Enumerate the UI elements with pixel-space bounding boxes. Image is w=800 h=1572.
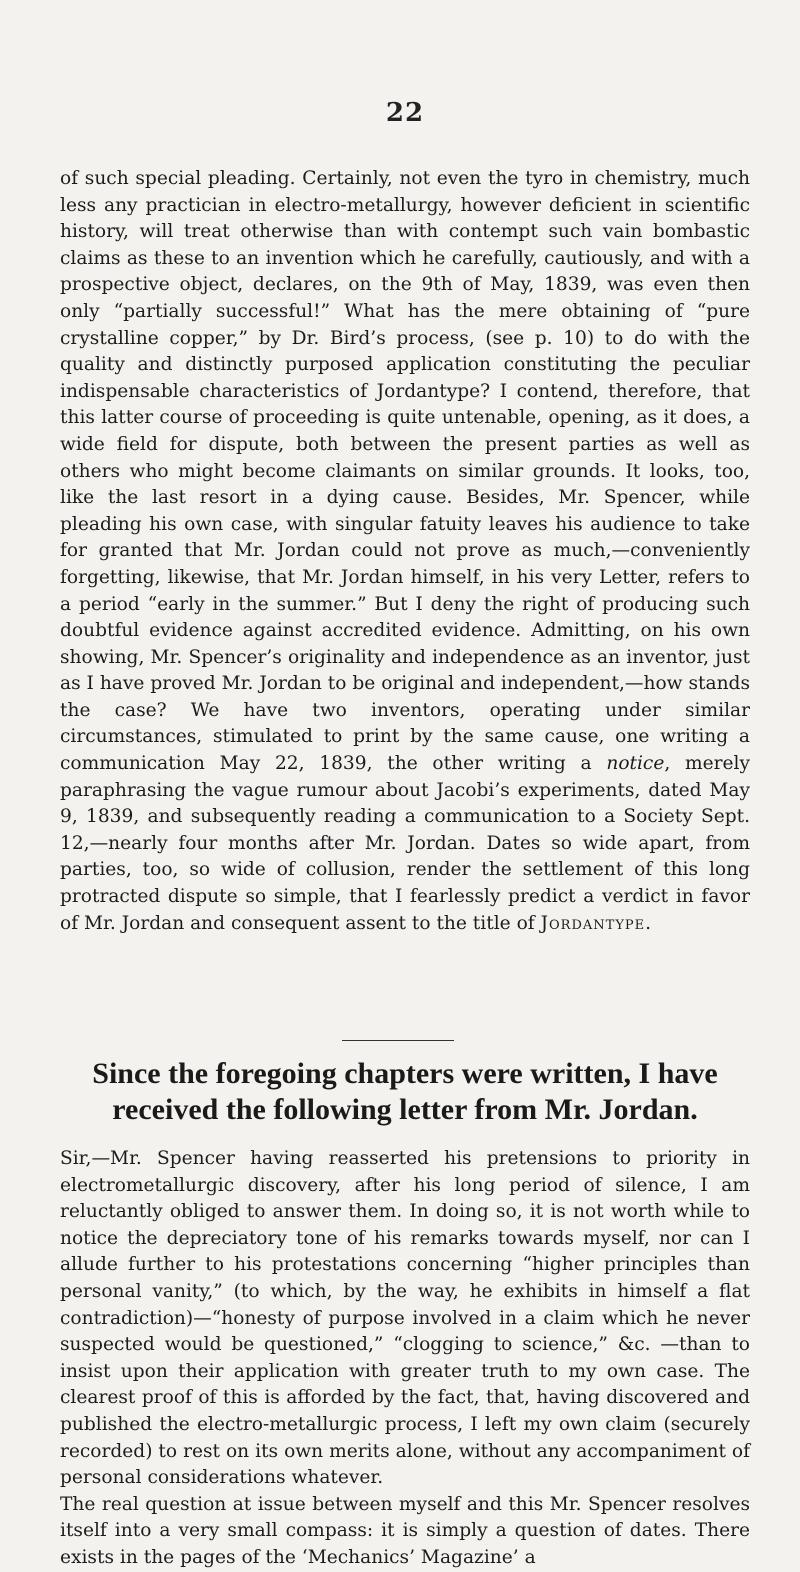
paragraph-1-text-b: , merely paraphrasing the vague rumour about Jacobi’s experiments, dated May 9, 1839, and subsequently reading a communication to a Society Sept. 12,—nearly four months after Mr. Jordan. Dates so wide apart, from parties, too, so wide of collusion, render the settlement of this long protracted dispute so simple, that I fearlessly predict a verdict in favor of Mr. Jordan and consequent assent to the title of [60, 753, 750, 934]
paragraph-3: The real question at issue between myself and this Mr. Spencer resolves itself into a very small compass: it is simply a question of dates. There exists in the pages of the ‘Mechanics’ Magazine’ a [60, 1493, 750, 1568]
page-number: 22 [385, 98, 425, 128]
paragraph-1-text-a: of such special pleading. Certainly, not even the tyro in chemistry, much less any practician in electro-metallurgy, however deficient in scientific history, will treat otherwise than with contempt such vain bombastic claims as these to an invention which he carefully, cautiously, and with a prospective object, declares, on the 9th of May, 1839, was even then only “partially successful!” What has the mere obtaining of “pure crystalline copper,” by Dr. Bird’s process, (see p. 10) to do with the quality and distinctly purposed application constituting the peculiar indispensable characteristics of Jordantype? I contend, therefore, that this latter course of proceeding is quite untenable, opening, as it does, a wide field for dispute, both between the present parties as well as others who might become claimants on similar grounds. It looks, too, like the last resort in a dying cause. Besides, Mr. Spencer, while pleading his own case, with singular fatuity leaves his audience to take for granted that Mr. Jordan could not prove as much,—conveniently forgetting, likewise, that Mr. Jordan himself, in his very Letter, refers to a period “early in the summer.” But I deny the right of producing such doubtful evidence against accredited evidence. Admitting, on his own showing, Mr. Spencer’s originality and independence as an inventor, just as I have proved Mr. Jordan to be original and independent,—how stands the case? We have two inventors, operating under similar circumstances, stimulated to print by the same cause, one writing a communication May 22, 1839, the other writing a [60, 168, 750, 775]
letter-body [60, 1146, 750, 1572]
italic-notice: notice [606, 753, 665, 775]
paragraph-1-end: . [645, 912, 652, 934]
paragraph-2: Sir,—Mr. Spencer having reasserted his pretensions to priority in electrometallurgic discovery, after his long period of silence, I am reluctantly obliged to answer them. In doing so, it is not worth while to notice the depreciatory tone of his remarks towards myself, nor can I allude further to his protestations concerning “higher principles than personal vanity,” (to which, by the way, he exhibits in himself a flat contradiction)—“honesty of purpose involved in a claim which he never suspected would be questioned,” “clogging to science,” &c. —than to insist upon their application with greater truth to my own case. The clearest proof of this is afforded by the fact, that, having discovered and published the electro-metallurgic process, I left my own claim (securely recorded) to rest on its own merits alone, without any accompaniment of personal considerations whatever. [60, 1148, 750, 1489]
section-heading: Since the foregoing chapters were written, I have received the following letter from Mr. Jordan. [92, 1057, 718, 1126]
book-page [60, 0, 750, 1568]
section-divider [342, 1040, 454, 1041]
paragraph-1 [60, 166, 750, 937]
jordantype-smallcaps: Jordantype [540, 912, 646, 934]
